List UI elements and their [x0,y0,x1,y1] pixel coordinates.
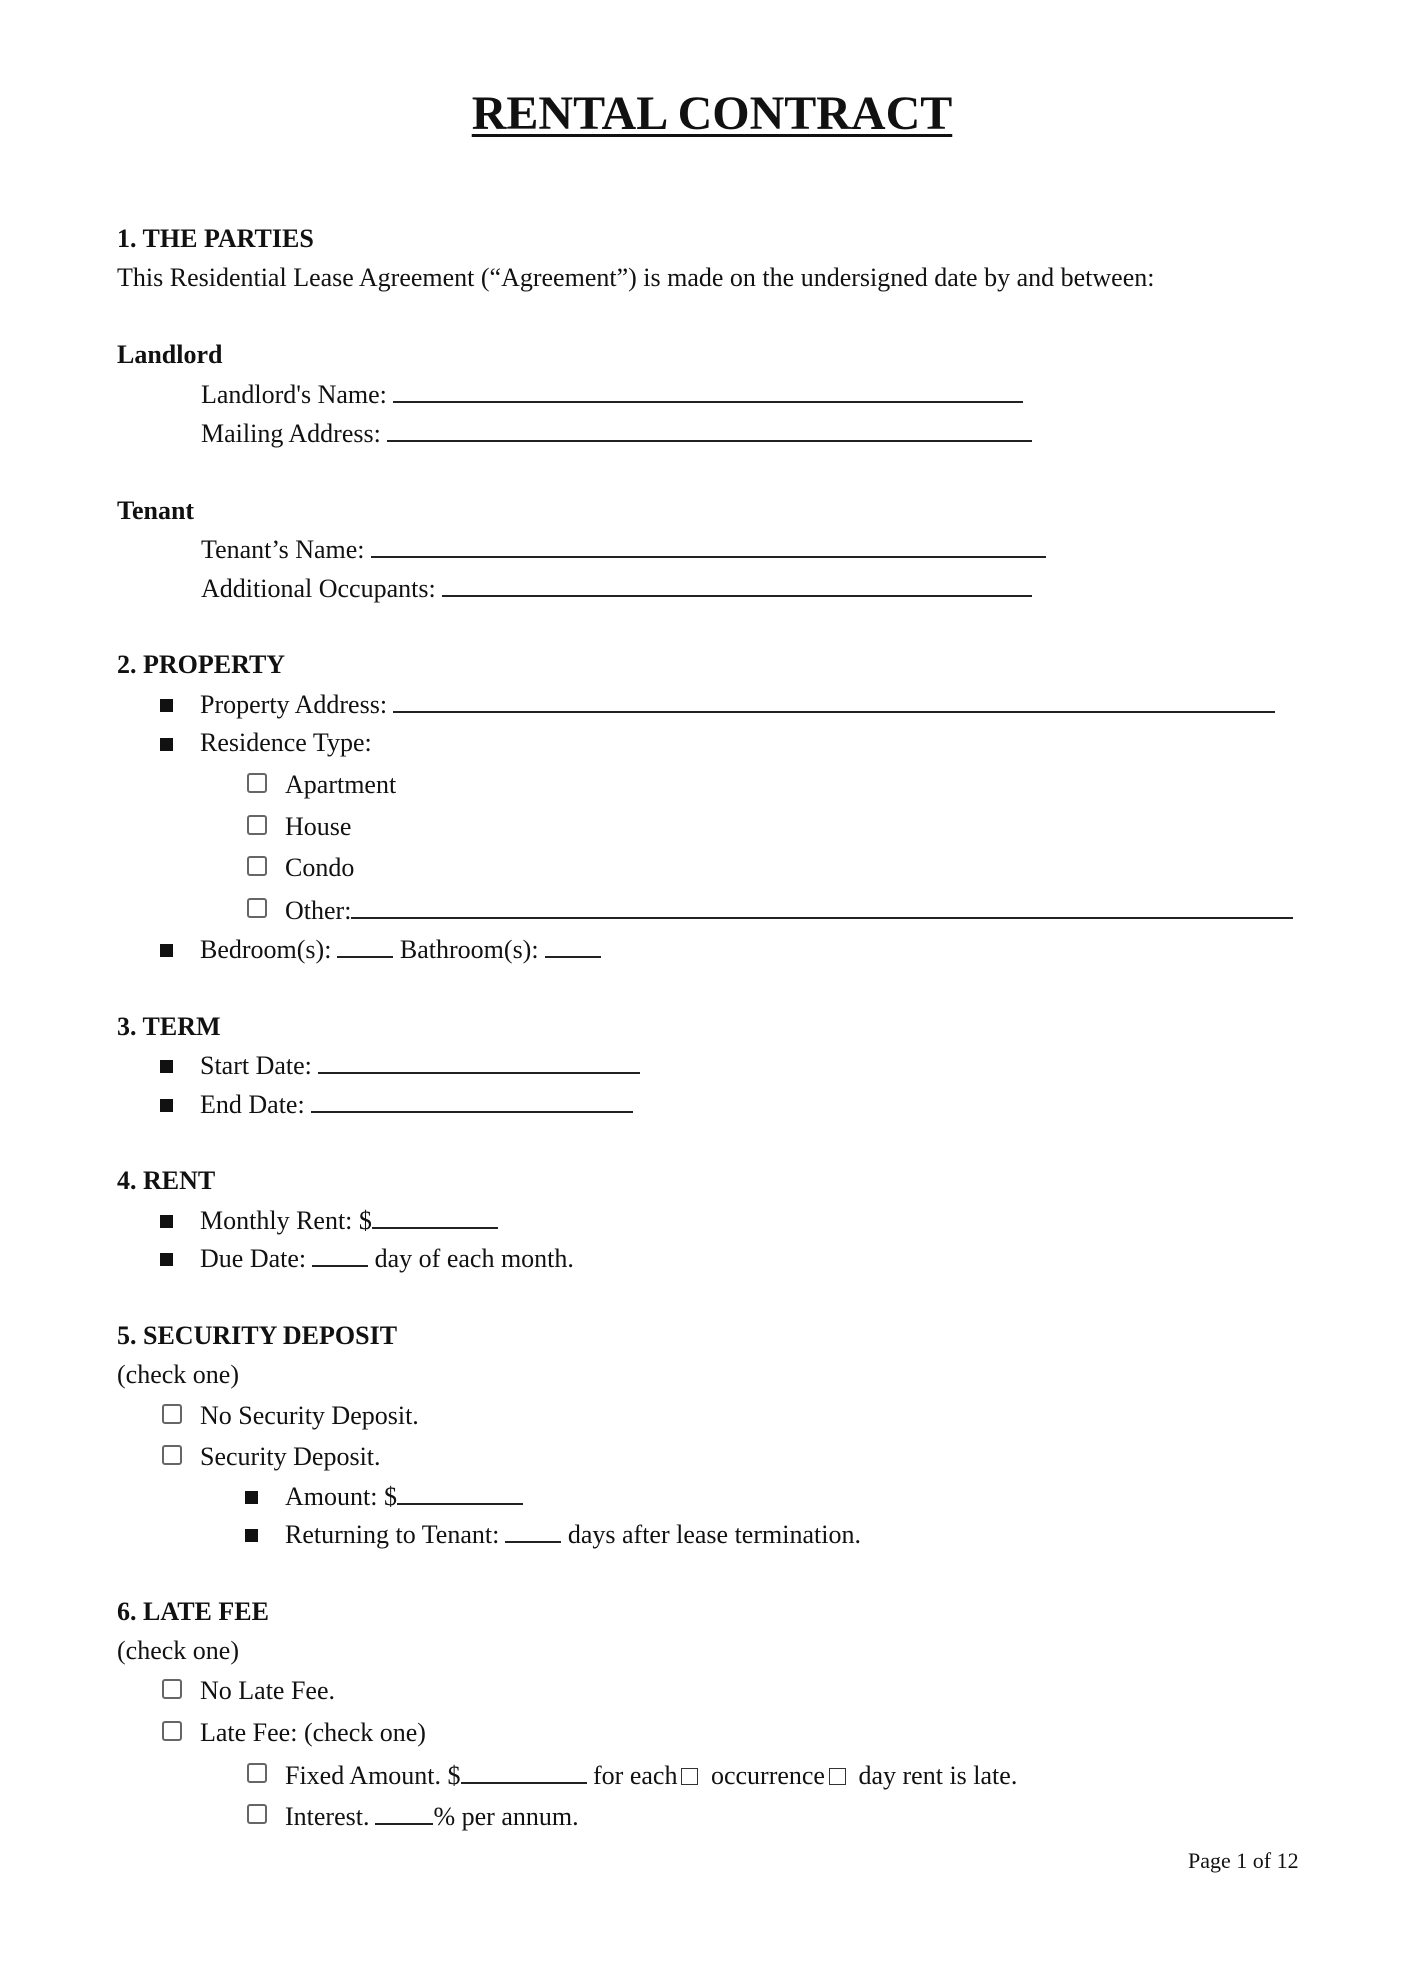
option-label: House [285,812,352,841]
checkbox-no-late-fee[interactable] [162,1679,182,1699]
fixed-amount-field[interactable] [461,1760,587,1784]
bedrooms-label: Bedroom(s): [200,935,332,964]
landlord-address-row [201,418,1032,449]
start-date-label: Start Date: [200,1051,312,1080]
for-each-text: for each [593,1761,678,1790]
mailing-address-field[interactable] [387,418,1032,442]
monthly-rent-field[interactable] [372,1205,498,1229]
option-other[interactable] [285,895,1293,926]
option-label: No Late Fee. [200,1676,336,1705]
start-date-field[interactable] [318,1050,640,1074]
deposit-return-label: Returning to Tenant: [285,1520,500,1549]
deposit-return-suffix: days after lease termination. [567,1520,861,1549]
option-condo[interactable] [285,853,354,883]
landlord-name-field[interactable] [393,379,1023,403]
document-title [0,86,1424,142]
checkbox-interest[interactable] [247,1804,267,1824]
checkbox-no-security-deposit[interactable] [162,1404,182,1424]
occupants-label: Additional Occupants: [201,574,436,603]
end-date-field[interactable] [311,1089,633,1113]
security-check-one-note: (check one) [117,1360,239,1389]
deposit-return-days-field[interactable] [505,1519,561,1543]
interest-label: Interest. [285,1802,370,1831]
section-heading-term: 3. TERM [117,1012,221,1041]
checkbox-security-deposit[interactable] [162,1445,182,1465]
occurrence-label: occurrence [710,1761,825,1790]
monthly-rent-row [200,1205,498,1236]
checkbox-house[interactable] [247,815,267,835]
due-date-label: Due Date: [200,1244,307,1273]
interest-suffix: % per annum. [433,1802,579,1831]
bullet-icon [245,1529,258,1542]
bedrooms-field[interactable] [337,934,393,958]
tenant-name-row [201,534,1046,565]
interest-rate-field[interactable] [375,1801,433,1825]
section-heading-security-deposit: 5. SECURITY DEPOSIT [117,1321,398,1350]
deposit-return-row [285,1519,861,1550]
parties-intro: This Residential Lease Agreement (“Agreement”) is made on the undersigned date by and between: [117,263,1155,292]
option-house[interactable] [285,812,351,842]
property-address-row [200,689,1275,720]
option-label: Condo [285,853,355,882]
bathrooms-field[interactable] [545,934,601,958]
landlord-name-label: Landlord's Name: [201,380,387,409]
due-date-suffix: day of each month. [374,1244,574,1273]
option-label: Apartment [285,770,397,799]
bullet-icon [160,1253,173,1266]
tenant-label: Tenant [117,496,195,525]
other-field[interactable] [351,895,1293,919]
due-date-field[interactable] [312,1243,368,1267]
rooms-row [200,934,601,965]
option-late-fee[interactable] [200,1718,426,1748]
monthly-rent-label: Monthly Rent: $ [200,1206,372,1235]
bullet-icon [245,1491,258,1504]
bullet-icon [160,1060,173,1073]
occupants-field[interactable] [442,573,1032,597]
option-fixed-amount[interactable] [285,1760,1017,1791]
checkbox-apartment[interactable] [247,773,267,793]
start-date-row [200,1050,640,1081]
end-date-row [200,1089,633,1120]
checkbox-fixed-amount[interactable] [247,1763,267,1783]
option-label: Other: [285,896,352,925]
landlord-name-row [201,379,1023,410]
end-date-label: End Date: [200,1090,305,1119]
title-text: RENTAL CONTRACT [471,87,953,140]
option-interest[interactable] [285,1801,579,1832]
bullet-icon [160,738,173,751]
section-heading-late-fee: 6. LATE FEE [117,1597,269,1626]
day-late-label: day rent is late. [858,1761,1018,1790]
deposit-amount-row [285,1481,523,1512]
bullet-icon [160,699,173,712]
tenant-name-label: Tenant’s Name: [201,535,365,564]
option-label: Late Fee: (check one) [200,1718,426,1747]
section-heading-parties: 1. THE PARTIES [117,224,314,253]
checkbox-day-late[interactable] [829,1768,846,1785]
checkbox-late-fee[interactable] [162,1721,182,1741]
residence-type-label: Residence Type: [200,728,372,757]
bathrooms-label: Bathroom(s): [399,935,539,964]
property-address-label: Property Address: [200,690,388,719]
option-no-security-deposit[interactable] [200,1401,419,1431]
tenant-name-field[interactable] [371,534,1046,558]
due-date-row [200,1243,574,1274]
option-security-deposit[interactable] [200,1442,381,1472]
mailing-address-label: Mailing Address: [201,419,381,448]
option-no-late-fee[interactable] [200,1676,335,1706]
option-label: No Security Deposit. [200,1401,419,1430]
fixed-amount-label: Fixed Amount. $ [285,1761,461,1790]
section-heading-rent: 4. RENT [117,1166,216,1195]
property-address-field[interactable] [393,689,1275,713]
late-fee-check-one-note: (check one) [117,1636,239,1665]
deposit-amount-label: Amount: $ [285,1482,397,1511]
option-apartment[interactable] [285,770,396,800]
bullet-icon [160,1215,173,1228]
page-number: Page 1 of 12 [1188,1848,1299,1873]
landlord-label: Landlord [117,340,223,369]
deposit-amount-field[interactable] [397,1481,523,1505]
checkbox-condo[interactable] [247,856,267,876]
section-heading-property: 2. PROPERTY [117,650,286,679]
checkbox-other[interactable] [247,898,267,918]
option-label: Security Deposit. [200,1442,381,1471]
residence-type-row [200,728,372,758]
occupants-row [201,573,1032,604]
checkbox-occurrence[interactable] [681,1768,698,1785]
bullet-icon [160,944,173,957]
bullet-icon [160,1099,173,1112]
